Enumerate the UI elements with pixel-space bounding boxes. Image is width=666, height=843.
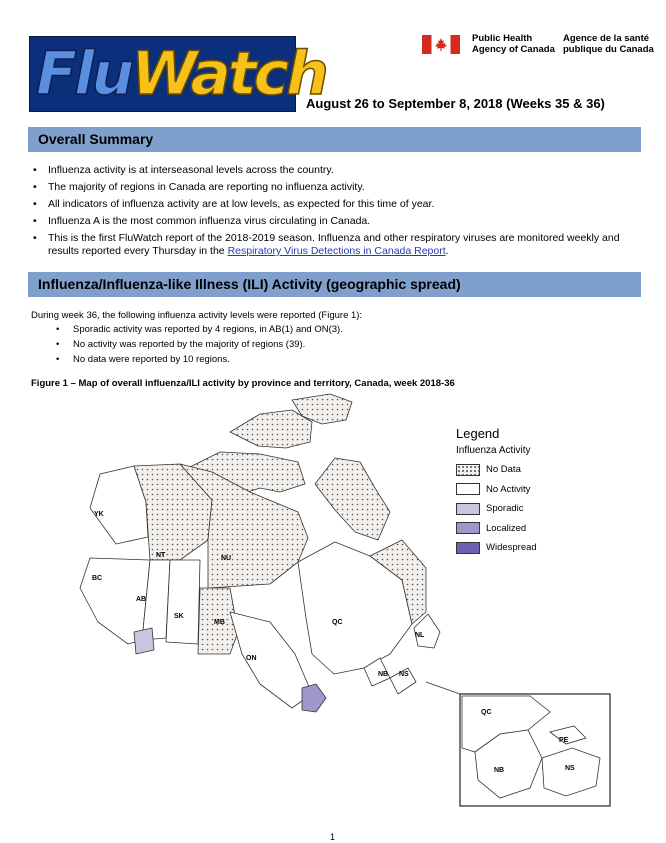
ili-bullet: • Sporadic activity was reported by 4 regions, in AB(1) and ON(3). [56,324,343,336]
legend-item-localized: Localized [456,519,606,539]
logo-watch-text: Watch [131,39,326,109]
region-label-ab: AB [136,596,147,603]
summary-bullet: • The majority of regions in Canada are reporting no influenza activity. [31,181,643,194]
region-label-yk: YK [94,511,104,518]
region-label-nt: NT [156,552,166,559]
legend-item-sporadic: Sporadic [456,499,606,519]
legend-item-widespread: Widespread [456,538,606,558]
respiratory-virus-report-link[interactable]: Respiratory Virus Detections in Canada Report [227,245,446,257]
inset-connector-line [426,682,460,694]
ili-bullet: • No data were reported by 10 regions. [56,354,343,366]
legend-subtitle: Influenza Activity [456,445,531,456]
region-label-sk: SK [174,613,184,620]
map-legend [456,426,606,558]
inset-label-ns: NS [565,765,575,772]
summary-bullet: • Influenza activity is at interseasonal levels across the country. [31,164,643,177]
ili-activity-heading: Influenza/Influenza-like Illness (ILI) Activity (geographic spread) [28,272,641,297]
ontario-sporadic-zone [302,684,326,712]
figure-caption: Figure 1 – Map of overall influenza/ILI activity by province and territory, Canada, week 2018-36 [31,378,455,389]
summary-bullet: • All indicators of influenza activity are at low levels, as expected for this time of year. [31,198,643,211]
region-label-qc: QC [332,619,343,626]
overall-summary-list [31,164,643,262]
agency-name-english: Public Health Agency of Canada [472,33,555,55]
agency-name-french: Agence de la santé publique du Canada [563,33,654,55]
ili-activity-list [56,324,343,369]
arctic-islands-region [230,410,312,448]
government-signature [422,33,652,59]
ontario-region [230,612,312,708]
legend-swatch [456,522,480,534]
region-label-ns: NS [399,671,409,678]
canada-flag-icon [422,35,460,54]
region-label-nl: NL [415,632,425,639]
logo-flu-text: Flu [36,39,132,109]
page-number: 1 [330,832,336,842]
legend-item-no-data: No Data [456,460,606,480]
inset-label-nb: NB [494,767,505,774]
baffin-island-region [315,458,390,540]
region-label-nb: NB [378,671,389,678]
legend-title: Legend [456,426,500,441]
region-label-mb: MB [214,619,225,626]
legend-swatch [456,483,480,495]
region-label-bc: BC [92,575,103,582]
legend-swatch [456,464,480,476]
region-label-on: ON [246,655,257,662]
legend-item-no-activity: No Activity [456,480,606,500]
alberta-sporadic-zone [134,628,154,654]
summary-bullet: • This is the first FluWatch report of the 2018-2019 season. Influenza and other respiratory viruses are monitored weekly and results reported every Thursday in the Respiratory Virus Detections in Canada Report. [31,232,643,258]
ili-intro-text: During week 36, the following influenza activity levels were reported (Figure 1): [31,310,363,321]
fluwatch-logo [29,36,326,112]
summary-bullet: • Influenza A is the most common influenza virus circulating in Canada. [31,215,643,228]
inset-label-pe: PE [559,737,569,744]
saskatchewan-region [166,560,200,644]
legend-swatch [456,542,480,554]
region-label-nu: NU [221,555,232,562]
overall-summary-heading: Overall Summary [28,127,641,152]
legend-swatch [456,503,480,515]
inset-label-qc: QC [481,709,492,716]
ili-bullet: • No activity was reported by the majority of regions (39). [56,339,343,351]
report-date-range: August 26 to September 8, 2018 (Weeks 35 & 36) [306,96,605,111]
